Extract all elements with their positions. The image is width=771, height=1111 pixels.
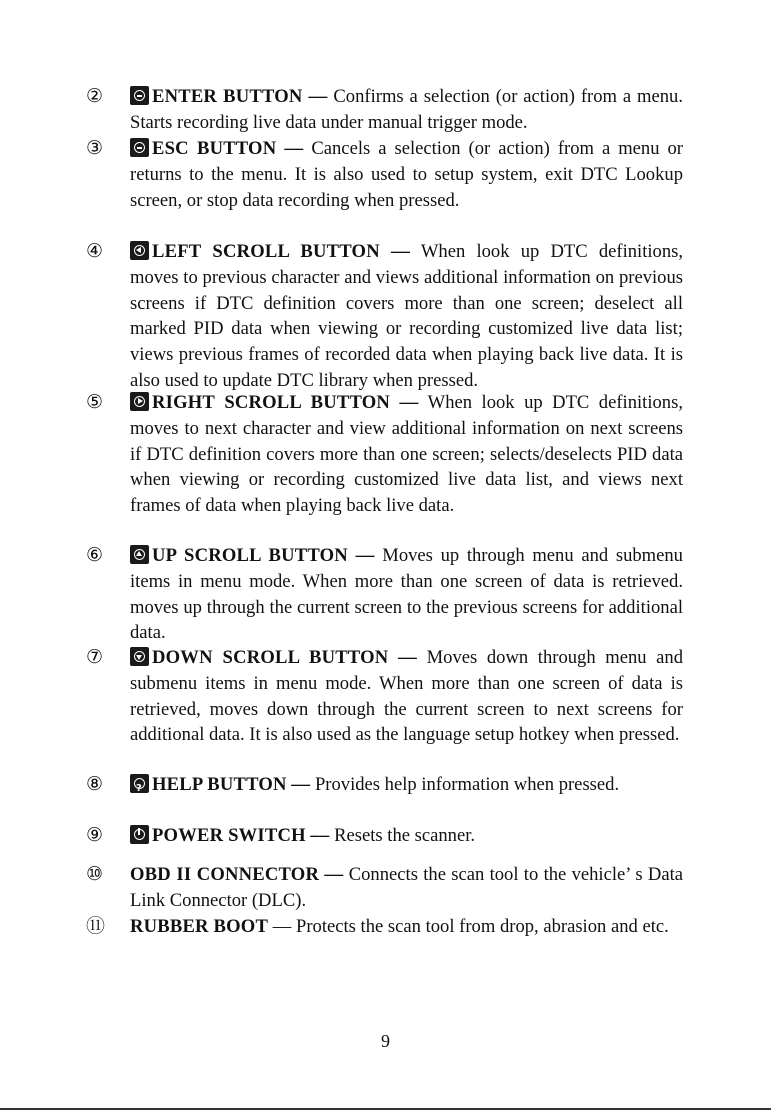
item-title: HELP BUTTON	[152, 774, 287, 795]
item-number: ⑦	[86, 646, 104, 668]
item-title: ENTER BUTTON	[152, 86, 303, 107]
item-description: When look up DTC definitions, moves to next character and view additional information on next screens if DTC definition covers more than one screen; selects/deselects PID data when viewing or recording customized live data list, and views next frames of data when playing back live data.	[130, 392, 683, 517]
item-description: Moves down through menu and submenu items in menu mode. When more than one screen of data is retrieved, moves down through the current screen to next screens for additional data. It is also used as the language setup hotkey when pressed.	[130, 647, 684, 746]
item-separator: ––	[291, 774, 311, 795]
item-title: RUBBER BOOT	[130, 916, 269, 937]
item-description: Resets the scanner.	[334, 825, 476, 846]
item-separator: ––	[310, 825, 330, 846]
item-title: POWER SWITCH	[152, 825, 306, 846]
power-icon	[130, 825, 149, 844]
item-title: DOWN SCROLL BUTTON	[152, 647, 389, 668]
list-item	[86, 543, 683, 646]
item-description: Cancels a selection (or action) from a menu or returns to the menu. It is also used to setup system, exit DTC Lookup screen, or stop data recording when pressed.	[130, 138, 683, 211]
left-arrow-icon	[130, 241, 149, 260]
list-item	[86, 645, 684, 748]
item-description: Connects the scan tool to the vehicle’ s Data Link Connector (DLC).	[130, 864, 684, 911]
item-title: LEFT SCROLL BUTTON	[152, 241, 380, 262]
item-number: ⑨	[86, 824, 104, 846]
item-number: ⑪	[86, 915, 106, 937]
list-item	[86, 84, 684, 136]
item-number: ⑤	[86, 391, 104, 413]
item-number: ⑥	[86, 544, 104, 566]
item-title: RIGHT SCROLL BUTTON	[152, 392, 391, 413]
list-item	[86, 390, 683, 519]
item-separator: ––	[398, 647, 417, 668]
page-number: 9	[381, 1031, 390, 1051]
item-number: ⑧	[86, 773, 104, 795]
item-separator: ––	[391, 241, 411, 262]
item-description: Confirms a selection (or action) from a menu. Starts recording live data under manual trigger mode.	[130, 86, 684, 133]
help-icon	[130, 774, 149, 793]
up-arrow-icon	[130, 545, 149, 564]
item-separator: ––	[308, 86, 328, 107]
item-title: OBD II CONNECTOR	[130, 864, 320, 885]
item-title: UP SCROLL BUTTON	[152, 545, 348, 566]
bottom-rule	[0, 1108, 771, 1110]
item-description: Provides help information when pressed.	[314, 774, 620, 795]
list-item	[86, 862, 684, 914]
list-item	[86, 823, 683, 849]
list-item	[86, 914, 683, 940]
item-description: Protects the scan tool from drop, abrasion and etc.	[295, 916, 669, 937]
list-item	[86, 772, 683, 798]
esc-button-icon	[130, 138, 149, 157]
item-separator: ––	[399, 392, 419, 413]
item-number: ③	[86, 137, 104, 159]
right-arrow-icon	[130, 392, 149, 411]
item-number: ②	[86, 85, 104, 107]
item-number: ⑩	[86, 863, 104, 885]
list-item	[86, 136, 683, 213]
item-description: Moves up through menu and submenu items in menu mode. When more than one screen of data is retrieved. moves up through the current screen to the previous screens for additional data.	[130, 545, 683, 644]
item-title: ESC BUTTON	[152, 138, 277, 159]
item-separator: ––	[324, 864, 344, 885]
enter-button-icon	[130, 86, 149, 105]
item-separator: ––	[284, 138, 304, 159]
item-separator: ––	[272, 916, 292, 937]
item-number: ④	[86, 240, 104, 262]
list-item	[86, 239, 684, 394]
item-description: When look up DTC definitions, moves to previous character and views additional information on previous screens if DTC definition covers more than one screen; deselect all marked PID data when viewing or recording customized live data list; views previous frames of recorded data when playing back live data. It is also used to update DTC library when pressed.	[130, 241, 684, 391]
item-separator: ––	[355, 545, 375, 566]
down-arrow-icon	[130, 647, 149, 666]
